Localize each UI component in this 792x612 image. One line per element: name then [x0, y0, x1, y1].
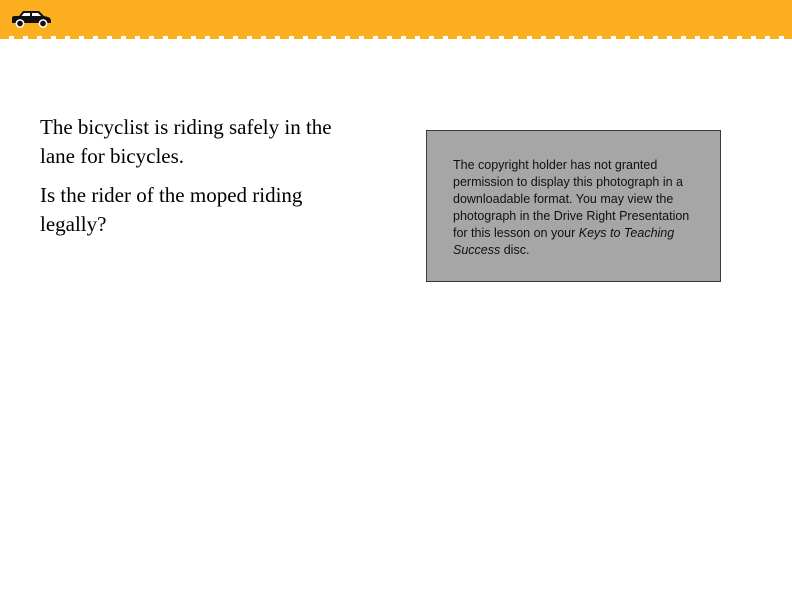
header-bar — [0, 0, 792, 36]
statement-text: The bicyclist is riding safely in the lane for bicycles. — [40, 115, 332, 168]
copyright-notice — [453, 157, 703, 259]
disc-title: Keys to Teaching Success — [453, 226, 675, 257]
question-text: Is the rider of the moped riding legally? — [40, 183, 303, 236]
slide-text — [40, 113, 370, 249]
notice-text: The copyright holder has not granted permission to display this photograph in a downloadable format. You may view the photograph in the Drive Right Presentation for this lesson on your — [453, 158, 690, 240]
car-icon — [10, 8, 52, 28]
header-dashed-border — [0, 36, 792, 39]
photo-placeholder — [426, 130, 721, 282]
notice-end: disc. — [500, 243, 530, 257]
